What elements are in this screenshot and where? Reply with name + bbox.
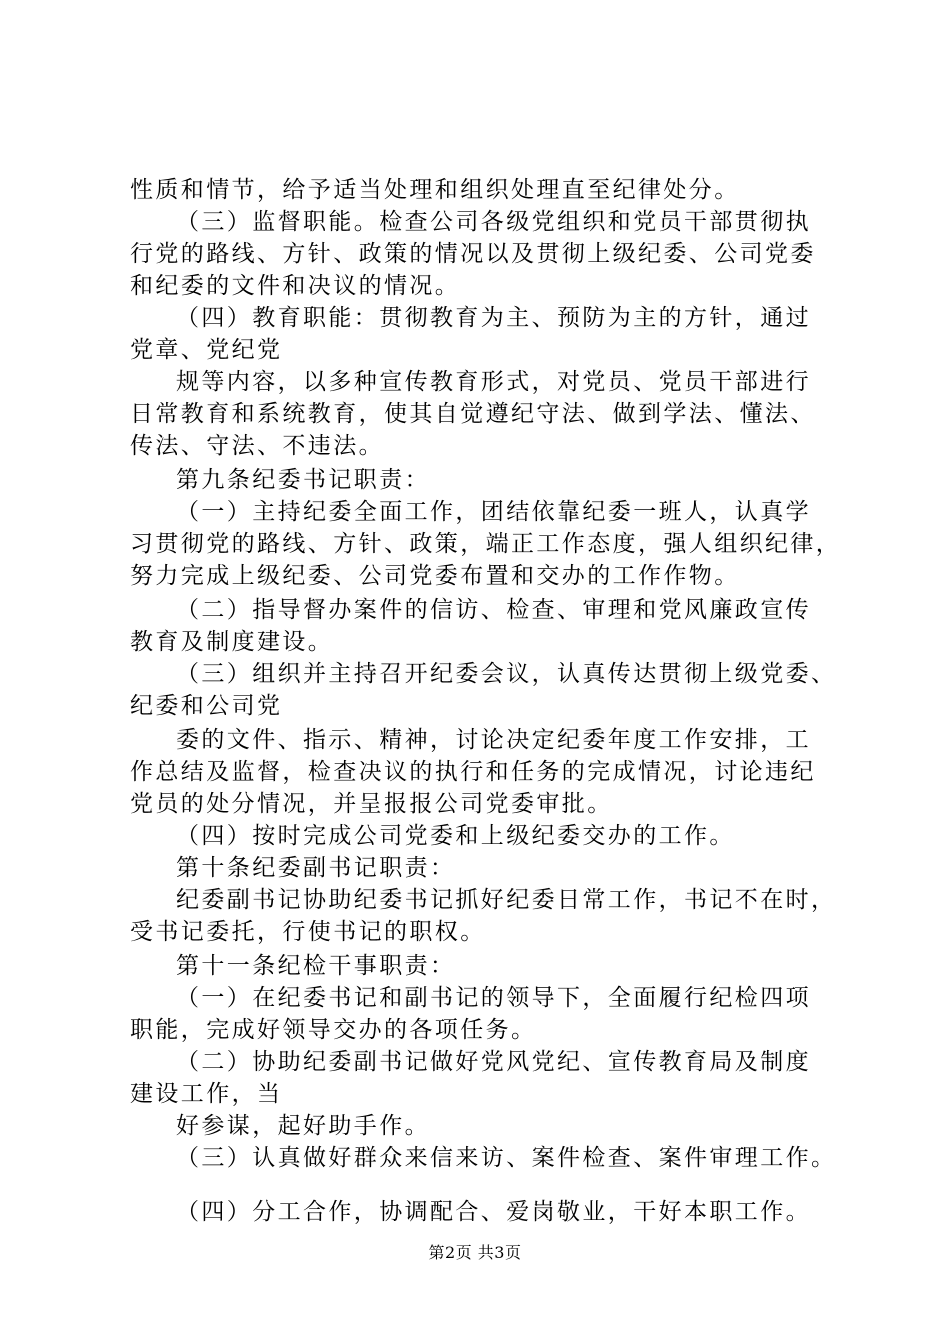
- text-line: 教育及制度建设。: [130, 629, 334, 655]
- text-line: 职能，完成好领导交办的各项任务。: [130, 1017, 537, 1043]
- text-line: 习贯彻党的路线、方针、政策，端正工作态度，强人组织纪律，: [130, 531, 842, 557]
- text-line: 纪委和公司党: [130, 693, 283, 719]
- text-line: （一）主持纪委全面工作，团结依靠纪委一班人，认真学: [176, 499, 811, 525]
- text-line: 规等内容，以多种宣传教育形式，对党员、党员干部进行: [176, 369, 811, 395]
- text-line: （三）认真做好群众来信来访、案件检查、案件审理工作。: [176, 1145, 837, 1171]
- article-heading: 第九条纪委书记职责：: [176, 467, 430, 493]
- text-line: （四）按时完成公司党委和上级纪委交办的工作。: [176, 823, 735, 849]
- page-number-footer: 第2页 共3页: [428, 1243, 522, 1262]
- article-heading: 第十条纪委副书记职责：: [176, 855, 456, 881]
- text-line: （二）指导督办案件的信访、检查、审理和党风廉政宣传: [176, 597, 811, 623]
- text-line: 和纪委的文件和决议的情况。: [130, 273, 461, 299]
- text-line: 受书记委托，行使书记的职权。: [130, 919, 486, 945]
- text-line: 努力完成上级纪委、公司党委布置和交办的工作作物。: [130, 563, 740, 589]
- text-line: 好参谋，起好助手作。: [176, 1113, 430, 1139]
- text-line: 性质和情节，给予适当处理和组织处理直至纪律处分。: [130, 177, 740, 203]
- text-line: 党员的处分情况，并呈报报公司党委审批。: [130, 791, 613, 817]
- text-line: （三）组织并主持召开纪委会议，认真传达贯彻上级党委、: [176, 661, 837, 687]
- text-line: 纪委副书记协助纪委书记抓好纪委日常工作，书记不在时，: [176, 887, 837, 913]
- text-line: （四）分工合作，协调配合、爱岗敬业，干好本职工作。: [176, 1199, 811, 1225]
- text-line: （一）在纪委书记和副书记的领导下，全面履行纪检四项: [176, 985, 811, 1011]
- text-line: （四）教育职能：贯彻教育为主、预防为主的方针，通过: [176, 305, 811, 331]
- text-line: 传法、守法、不违法。: [130, 433, 384, 459]
- text-line: 作总结及监督，检查决议的执行和任务的完成情况，讨论违纪: [130, 759, 816, 785]
- text-line: 日常教育和系统教育，使其自觉遵纪守法、做到学法、懂法、: [130, 401, 816, 427]
- text-line: （二）协助纪委副书记做好党风党纪、宣传教育局及制度: [176, 1049, 811, 1075]
- article-heading: 第十一条纪检干事职责：: [176, 953, 456, 979]
- text-line: 建设工作，当: [130, 1081, 283, 1107]
- text-line: 委的文件、指示、精神，讨论决定纪委年度工作安排，工: [176, 727, 811, 753]
- text-line: 党章、党纪党: [130, 337, 283, 363]
- text-line: （三）监督职能。检查公司各级党组织和党员干部贯彻执: [176, 209, 811, 235]
- text-line: 行党的路线、方针、政策的情况以及贯彻上级纪委、公司党委: [130, 241, 816, 267]
